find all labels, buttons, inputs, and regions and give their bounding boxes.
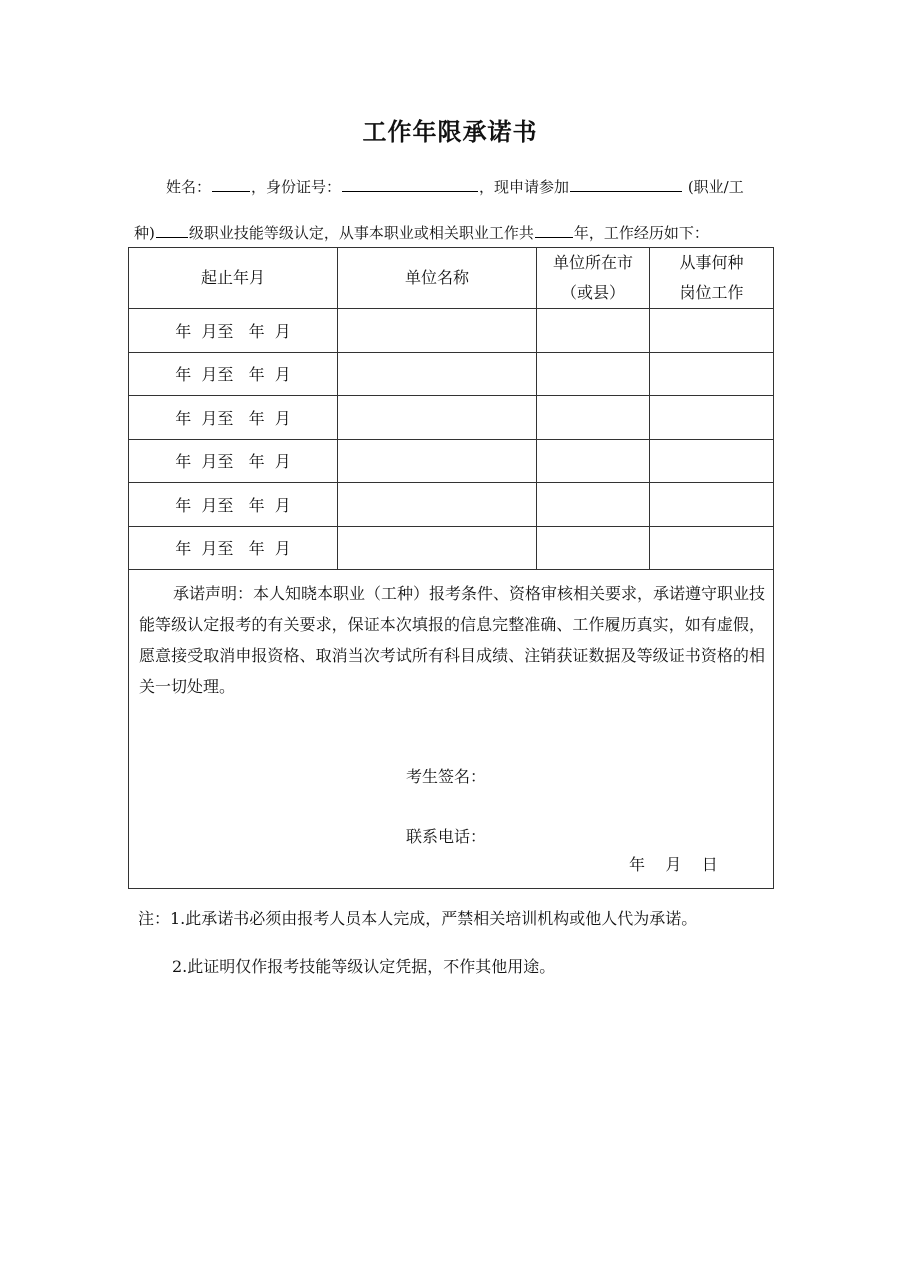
level-blank[interactable] xyxy=(156,223,188,238)
name-blank[interactable] xyxy=(212,177,250,192)
company-cell[interactable] xyxy=(338,352,537,396)
position-cell[interactable] xyxy=(650,309,774,353)
signature-label[interactable]: 考生签名： xyxy=(406,767,487,786)
level-text: 级职业技能等级认定，从事本职业或相关职业工作共 xyxy=(188,224,534,242)
note-2: 2.此证明仅作报考技能等级认定凭据，不作其他用途。 xyxy=(172,957,556,976)
table-row xyxy=(129,483,774,527)
header-period: 起止年月 xyxy=(129,248,338,309)
table-header-row xyxy=(129,248,774,309)
location-cell[interactable] xyxy=(537,396,650,440)
period-cell[interactable]: 年 月至 年 月 xyxy=(129,439,338,483)
table-row xyxy=(129,439,774,483)
table-row xyxy=(129,352,774,396)
period-cell[interactable]: 年 月至 年 月 xyxy=(129,526,338,570)
phone-label[interactable]: 联系电话： xyxy=(406,827,487,846)
table-row xyxy=(129,309,774,353)
position-cell[interactable] xyxy=(650,352,774,396)
company-cell[interactable] xyxy=(338,483,537,527)
statement-row xyxy=(129,570,774,889)
years-text: 年，工作经历如下： xyxy=(573,224,709,242)
intro-line-2 xyxy=(134,222,709,243)
date-line[interactable]: 年 月 日 xyxy=(629,855,718,874)
location-cell[interactable] xyxy=(537,439,650,483)
header-company: 单位名称 xyxy=(338,248,537,309)
name-label: 姓名： xyxy=(166,178,212,196)
position-cell[interactable] xyxy=(650,396,774,440)
document-title: 工作年限承诺书 xyxy=(362,118,538,146)
id-number-blank[interactable] xyxy=(342,177,478,192)
location-cell[interactable] xyxy=(537,483,650,527)
period-cell[interactable]: 年 月至 年 月 xyxy=(129,483,338,527)
company-cell[interactable] xyxy=(338,396,537,440)
company-cell[interactable] xyxy=(338,439,537,483)
header-position: 从事何种 岗位工作 xyxy=(650,248,774,309)
location-cell[interactable] xyxy=(537,309,650,353)
work-history-table xyxy=(128,247,774,889)
period-cell[interactable]: 年 月至 年 月 xyxy=(129,352,338,396)
position-cell[interactable] xyxy=(650,526,774,570)
header-location: 单位所在市 （或县） xyxy=(537,248,650,309)
company-cell[interactable] xyxy=(338,309,537,353)
intro-line-1 xyxy=(166,176,744,197)
occupation-close-label: 种) xyxy=(134,224,155,242)
company-cell[interactable] xyxy=(338,526,537,570)
occupation-open-label: (职业/工 xyxy=(687,178,744,196)
table-row xyxy=(129,526,774,570)
position-cell[interactable] xyxy=(650,439,774,483)
location-cell[interactable] xyxy=(537,352,650,396)
statement-text: 承诺声明：本人知晓本职业（工种）报考条件、资格审核相关要求，承诺遵守职业技能等级认定报考的有关要求，保证本次填报的信息完整准确、工作履历真实，如有虚假，愿意接受取消申报资格、取消当次考试所有科目成绩、注销获证数据及等级证书资格的相关一切处理。 xyxy=(139,584,766,696)
table-row xyxy=(129,396,774,440)
occupation-blank[interactable] xyxy=(570,177,682,192)
location-cell[interactable] xyxy=(537,526,650,570)
period-cell[interactable]: 年 月至 年 月 xyxy=(129,309,338,353)
position-cell[interactable] xyxy=(650,483,774,527)
statement-cell xyxy=(129,570,774,889)
apply-label: ，现申请参加 xyxy=(479,178,570,196)
years-blank[interactable] xyxy=(535,223,573,238)
note-1: 注：1.此承诺书必须由报考人员本人完成，严禁相关培训机构或他人代为承诺。 xyxy=(138,909,698,928)
period-cell[interactable]: 年 月至 年 月 xyxy=(129,396,338,440)
id-label: ，身份证号： xyxy=(251,178,342,196)
